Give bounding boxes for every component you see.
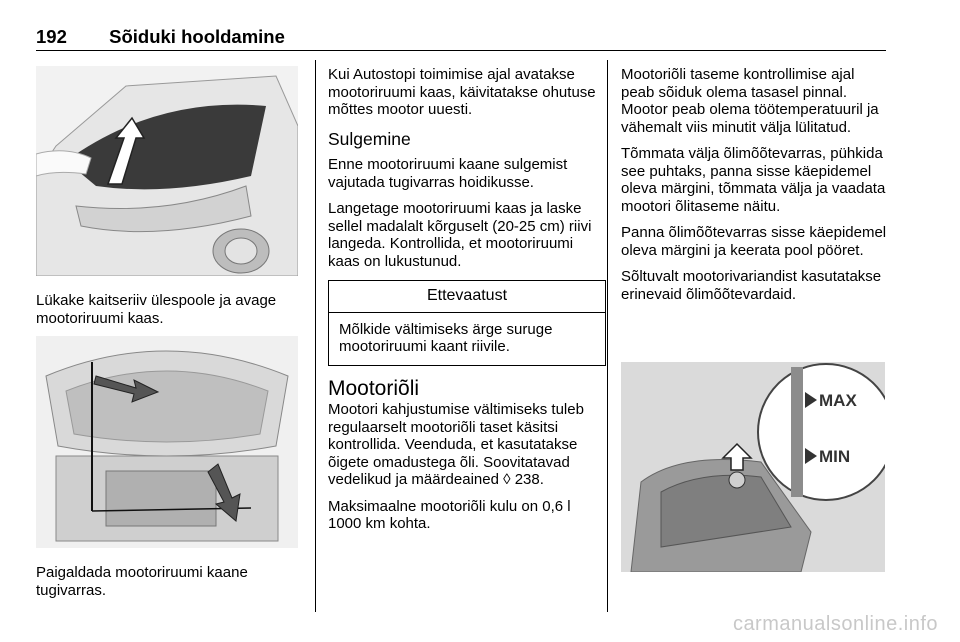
oil-check-paragraph-1: Mootoriõli taseme kontrollimise ajal peab sõiduk olema tasasel pinnal. Mootor peab olema töötemperatuuril ja vähemalt viis minutit välja lülitatud.: [621, 66, 879, 136]
middle-column: [328, 66, 598, 542]
min-label: MIN: [819, 447, 851, 466]
warning-text: Mõlkide vältimiseks ärge suruge mootoriruumi kaant riivile.: [339, 320, 553, 355]
caption-support-rod: Paigaldada mootoriruumi kaane tugivarras.: [36, 564, 248, 599]
header-rule: [36, 50, 886, 51]
column-divider: [607, 60, 608, 612]
page-title: Sõiduki hooldamine: [109, 26, 285, 47]
autostop-paragraph: Kui Autostopi toimimise ajal avatakse mootoriruumi kaas, käivitatakse ohutuse mõttes mootor uuesti.: [328, 66, 596, 118]
hood-release-illustration: [36, 66, 298, 276]
oil-check-paragraph-3: Panna õlimõõtevarras sisse käepidemel oleva märgini ja keerata pool pööret.: [621, 224, 887, 259]
caption-hood-release: Lükake kaitseriiv ülespoole ja avage mootoriruumi kaas.: [36, 292, 277, 327]
max-label: MAX: [819, 391, 857, 410]
hood-support-rod-illustration: [36, 336, 298, 548]
warning-box: [328, 280, 606, 366]
closing-paragraph-1: Enne mootoriruumi kaane sulgemist vajutada tugivarras hoidikusse.: [328, 156, 568, 191]
warning-title: Ettevaatust: [329, 281, 605, 313]
oil-check-paragraph-4: Sõltuvalt mootorivariandist kasutatakse erinevaid õlimõõtevardaid.: [621, 268, 882, 303]
oil-dipstick-illustration: [621, 362, 885, 572]
column-divider: [315, 60, 316, 612]
oil-check-paragraph-2: Tõmmata välja õlimõõtevarras, pühkida see puhtaks, panna sisse käepidemel oleva märgini, tõmmata välja ja vaadata mootori õlitaseme näitu.: [621, 145, 886, 215]
closing-heading: Sulgemine: [328, 128, 411, 149]
engine-oil-paragraph-1: Mootori kahjustumise vältimiseks tuleb regulaarselt mootoriõli taset käsitsi kontrollida. Veenduda, et kasutatakse õigete omadustega õli. Soovitatavad vedelikud ja määrdeained ◊ 238.: [328, 401, 584, 488]
closing-paragraph-2: Langetage mootoriruumi kaas ja laske sellel madalalt kõrguselt (20-25 cm) riivi langeda. Kontrollida, et mootoriruumi kaas on lukustunud.: [328, 200, 592, 270]
right-column: [621, 66, 889, 312]
page-number: 192: [36, 26, 67, 47]
page-header: [36, 26, 285, 48]
engine-oil-paragraph-2: Maksimaalne mootoriõli kulu on 0,6 l 1000 km kohta.: [328, 497, 571, 532]
engine-oil-heading: Mootoriõli: [328, 376, 420, 400]
watermark: carmanualsonline.info: [732, 613, 938, 635]
